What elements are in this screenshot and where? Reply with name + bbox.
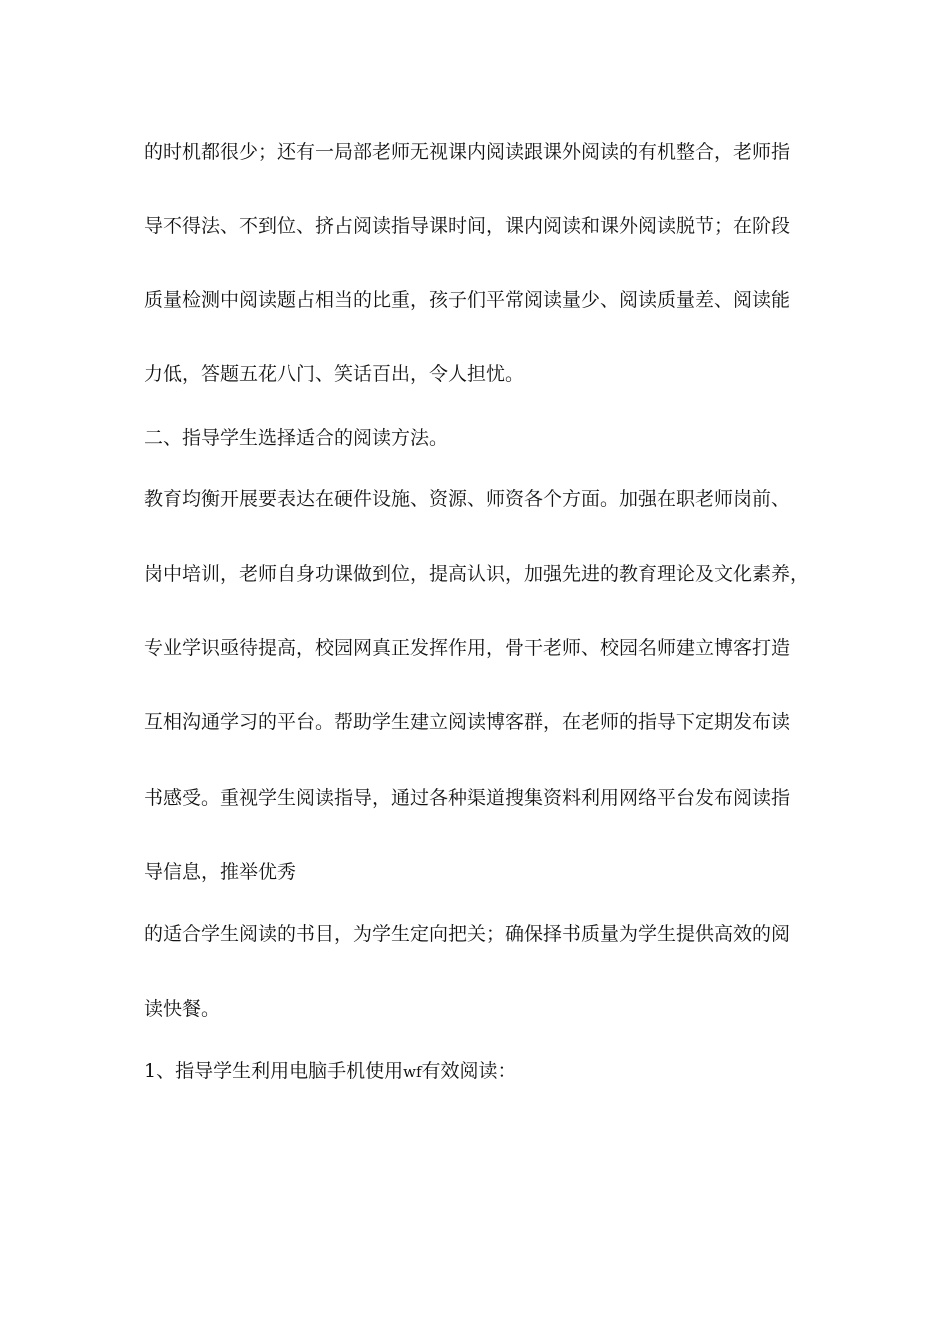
paragraph-line: 互相沟通学习的平台。帮助学生建立阅读博客群，在老师的指导下定期发布读: [144, 711, 791, 733]
list-item-text: 、指导学生利用电脑手机使用: [156, 1060, 404, 1082]
list-item-text: 有效阅读：: [421, 1060, 517, 1082]
paragraph-line: 专业学识亟待提高，校园网真正发挥作用，骨干老师、校园名师建立博客打造: [144, 637, 791, 659]
paragraph-line: 力低，答题五花八门、笑话百出，令人担忧。: [144, 363, 525, 385]
paragraph-line: 岗中培训，老师自身功课做到位，提高认识，加强先进的教育理论及文化素养，: [144, 563, 810, 585]
paragraph-line: 的时机都很少；还有一局部老师无视课内阅读跟课外阅读的有机整合，老师指: [144, 141, 791, 163]
paragraph-line: 教育均衡开展要表达在硬件设施、资源、师资各个方面。加强在职老师岗前、: [144, 488, 791, 510]
paragraph-line: 质量检测中阅读题占相当的比重，孩子们平常阅读量少、阅读质量差、阅读能: [144, 289, 791, 311]
paragraph-line: 读快餐。: [144, 998, 221, 1020]
paragraph-line: 导信息，推举优秀: [144, 861, 297, 883]
paragraph-line: 的适合学生阅读的书目，为学生定向把关；确保择书质量为学生提供高效的阅: [144, 923, 791, 945]
section-heading: 二、指导学生选择适合的阅读方法。: [144, 427, 449, 449]
paragraph-line: 书感受。重视学生阅读指导，通过各种渠道搜集资料利用网络平台发布阅读指: [144, 787, 791, 809]
list-item: [144, 1058, 517, 1085]
paragraph-line: 导不得法、不到位、挤占阅读指导课时间，课内阅读和课外阅读脱节；在阶段: [144, 215, 791, 237]
list-item-latin: wf: [403, 1063, 422, 1081]
list-item-number: 1: [144, 1060, 157, 1082]
